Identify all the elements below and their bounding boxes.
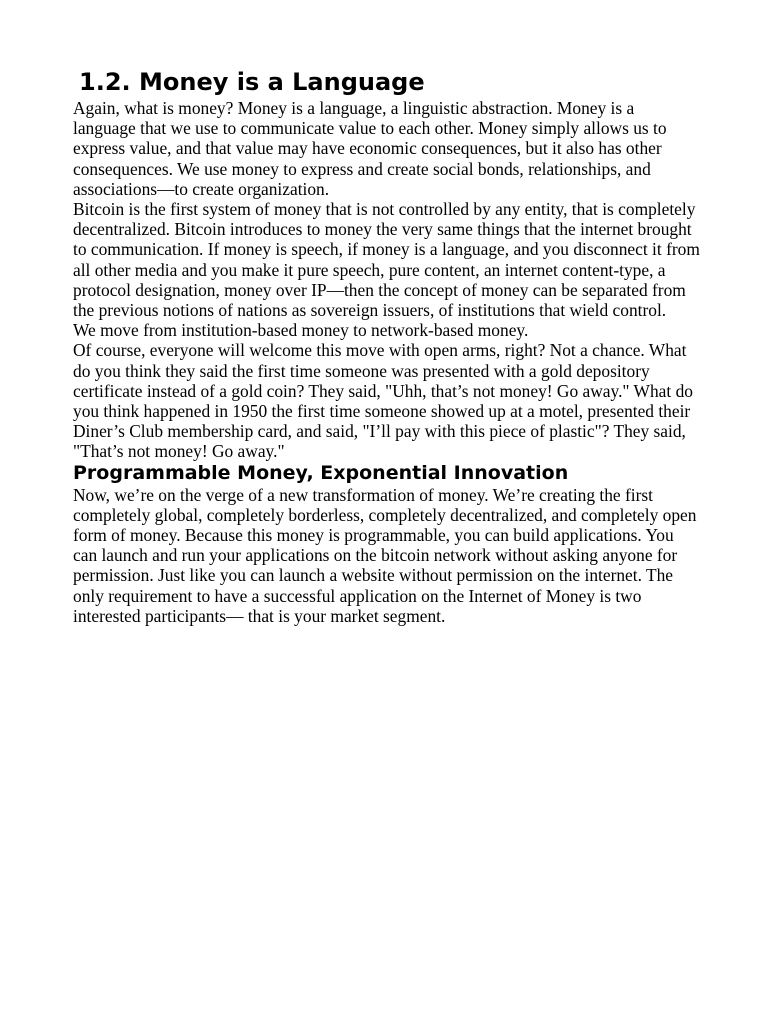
paragraph-not-money-go-away: Of course, everyone will welcome this move with open arms, right? Not a chance. What do you think they said the first time someone was presented with a gold depository certificate instead of a gold coin? They said, "Uhh, that’s not money! Go away." What do you think happened in 1950 the first time someone showed up at a motel, presented their Diner’s Club membership card, and said, "I’ll pay with this piece of plastic"? They said, "That’s not money! Go away.": [73, 340, 693, 462]
paragraph-network-based-money: We move from institution-based money to network-based money.: [73, 320, 529, 341]
section-heading-money-is-a-language: 1.2. Money is a Language: [79, 68, 425, 96]
paragraph-bitcoin-decentralized: Bitcoin is the first system of money that is not controlled by any entity, that is completely decentralized. Bitcoin introduces to money the very same things that the internet brought to communication. If money is speech, if money is a language, and you disconnect it from all other media and you make it pure speech, pure content, an internet content-type, a protocol designation, money over IP—then the concept of money can be separated from the previous notions of nations as sovereign issuers, of institutions that wield control.: [73, 199, 700, 321]
paragraph-what-is-money: Again, what is money? Money is a language, a linguistic abstraction. Money is a language that we use to communicate value to each other. Money simply allows us to express value, and that value may have economic consequences, but it also has other consequences. We use money to express and create social bonds, relationships, and associations—to create organization.: [73, 98, 667, 199]
paragraph-new-transformation: Now, we’re on the verge of a new transformation of money. We’re creating the first completely global, completely borderless, completely decentralized, and completely open form of money. Because this money is programmable, you can build applications. You can launch and run your applications on the bitcoin network without asking anyone for permission. Just like you can launch a website without permission on the internet. The only requirement to have a successful application on the Internet of Money is two interested participants— that is your market segment.: [73, 484, 697, 626]
section-heading-programmable-money: Programmable Money, Exponential Innovation: [73, 461, 569, 484]
document-page: [73, 66, 701, 626]
